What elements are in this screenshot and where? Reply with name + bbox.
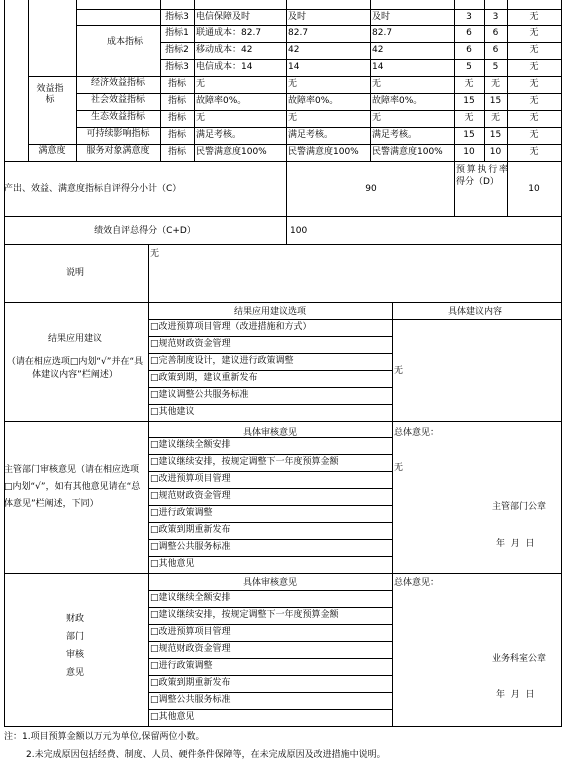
grid-line	[148, 370, 393, 371]
actual-score: 无	[490, 79, 500, 89]
grid-line	[4, 161, 562, 162]
grid-line	[148, 404, 393, 405]
grid-line	[148, 675, 393, 676]
deviation-note: 无	[529, 96, 539, 106]
finance-label: 财政部门审核意见	[65, 614, 84, 678]
weight-score: 5	[466, 62, 472, 72]
finance-option: □调整公共服务标准	[150, 695, 231, 705]
grid-line	[4, 216, 562, 217]
target-value: 无	[196, 113, 206, 123]
target-value: 故障率0%。	[196, 96, 247, 106]
benefit-indicator-label: 效益指标	[36, 84, 64, 105]
actual-value-2: 民警满意度100%	[372, 147, 443, 157]
grid-line	[148, 471, 393, 472]
grid-line	[76, 25, 161, 26]
weight-score: 无	[464, 79, 474, 89]
grid-line	[4, 573, 562, 574]
grid-line	[160, 59, 562, 60]
economic-benefit-label: 经济效益指标	[90, 78, 145, 88]
grid-line	[148, 336, 393, 337]
deviation-note: 无	[529, 12, 539, 22]
dept-option: □其他意见	[150, 559, 195, 569]
eco-benefit-label: 生态效益指标	[90, 112, 145, 122]
target-value: 满足考核。	[196, 130, 242, 140]
indicator-code: 指标	[167, 96, 186, 106]
result-option: □完善制度设计，建议进行政策调整	[150, 356, 294, 366]
grid-line	[370, 0, 371, 162]
budget-score-label: 预算执行率得分（D）	[456, 165, 508, 187]
actual-value-2: 14	[372, 62, 384, 72]
actual-value: 民警满意度100%	[288, 147, 359, 157]
finance-option: □政策到期重新发布	[150, 678, 231, 688]
dept-option: □调整公共服务标准	[150, 542, 231, 552]
dept-option: □政策到期重新发布	[150, 525, 231, 535]
deviation-note: 无	[529, 62, 539, 72]
grid-line	[4, 302, 562, 303]
finance-option: □进行政策调整	[150, 661, 213, 671]
grid-line	[160, 144, 562, 145]
deviation-note: 无	[529, 45, 539, 55]
dept-col1-header: 具体审核意见	[242, 428, 297, 438]
grid-line	[148, 692, 393, 693]
grid-line	[148, 387, 393, 388]
actual-value-2: 无	[372, 113, 382, 123]
weight-score: 10	[463, 147, 475, 157]
grid-line	[76, 127, 161, 128]
grid-line	[160, 93, 562, 94]
actual-value-2: 满足考核。	[372, 130, 418, 140]
indicator-code: 指标	[167, 79, 186, 89]
grid-line	[148, 539, 393, 540]
grid-line	[4, 726, 562, 727]
weight-score: 15	[463, 96, 475, 106]
weight-score: 6	[466, 45, 472, 55]
grid-line	[4, 244, 562, 245]
actual-value: 无	[288, 79, 298, 89]
weight-score: 15	[463, 130, 475, 140]
actual-score: 6	[492, 28, 499, 38]
target-value: 无	[196, 79, 206, 89]
dept-date: 年 月 日	[496, 539, 535, 549]
grid-line	[286, 0, 287, 162]
actual-score: 6	[492, 45, 499, 55]
grid-line	[148, 319, 562, 320]
grid-line	[561, 161, 562, 727]
dept-seal: 主管部门公章	[492, 502, 547, 512]
dept-col2-header: 总体意见：	[394, 428, 440, 438]
grid-line	[148, 505, 393, 506]
grid-line	[392, 302, 393, 727]
actual-score: 15	[489, 96, 502, 106]
actual-value-2: 42	[372, 45, 384, 55]
result-hint: （请在相应选项□内划“√”并在“具体建议内容”栏阐述）	[6, 357, 144, 380]
indicator-code: 指标	[167, 147, 186, 157]
dept-option: □进行政策调整	[150, 508, 213, 518]
deviation-note: 无	[529, 28, 539, 38]
indicator-code: 指标1	[165, 28, 189, 38]
grid-line	[76, 9, 562, 10]
total-value: 100	[290, 226, 308, 236]
finance-option: □规范财政资金管理	[150, 644, 231, 654]
grid-line	[148, 454, 393, 455]
actual-value: 82.7	[288, 28, 309, 38]
weight-score: 6	[466, 28, 472, 38]
finance-option: □改进预算项目管理	[150, 627, 231, 637]
indicator-code: 指标2	[165, 45, 189, 55]
dept-label: 主管部门审核意见（请在相应选项□内划“√”，如有其他意见请在“总体意见”栏阐述，下同）	[4, 465, 141, 509]
actual-value: 满足考核。	[288, 130, 334, 140]
target-value: 民警满意度100%	[196, 147, 267, 157]
result-col1-header: 结果应用建议选项	[233, 307, 306, 317]
dept-option: □改进预算项目管理	[150, 474, 231, 484]
budget-score-value: 10	[528, 184, 540, 194]
result-option: □政策到期，建议重新发布	[150, 373, 258, 383]
grid-line	[76, 110, 161, 111]
grid-line	[454, 161, 455, 217]
actual-value: 及时	[288, 12, 307, 22]
result-option: □其他建议	[150, 407, 195, 417]
grid-line	[148, 641, 393, 642]
dept-option: □建议继续安排，按规定调整下一年度预算金额	[150, 457, 339, 467]
dept-content: 无	[394, 463, 404, 473]
finance-date: 年 月 日	[496, 690, 535, 700]
grid-line	[28, 144, 161, 145]
actual-value-2: 及时	[372, 12, 391, 22]
grid-line	[160, 76, 562, 77]
actual-score: 10	[489, 147, 502, 157]
result-content: 无	[394, 366, 404, 376]
note-1: 注：1.项目预算金额以万元为单位,保留两位小数。	[4, 732, 205, 742]
grid-line	[194, 0, 195, 162]
grid-line	[148, 488, 393, 489]
weight-score: 无	[464, 113, 474, 123]
indicator-code: 指标3	[165, 62, 189, 72]
grid-line	[148, 607, 393, 608]
indicator-code: 指标	[167, 113, 186, 123]
target-value: 电信保障及时	[196, 12, 251, 22]
actual-score: 无	[490, 113, 500, 123]
finance-option: □其他意见	[150, 712, 195, 722]
actual-value: 14	[288, 62, 300, 72]
finance-option: □建议继续安排，按规定调整下一年度预算金额	[150, 610, 339, 620]
finance-col1-header: 具体审核意见	[242, 578, 297, 588]
dept-option: □建议继续全额安排	[150, 440, 231, 450]
actual-value: 故障率0%。	[288, 96, 339, 106]
indicator-code: 指标3	[165, 12, 189, 22]
total-label: 绩效自评总得分（C+D）	[94, 226, 196, 236]
note-2: 2.未完成原因包括经费、制度、人员、硬件条件保障等，在未完成原因及改进措施中说明。	[26, 750, 386, 760]
grid-line	[28, 0, 29, 162]
actual-score: 3	[492, 12, 499, 22]
grid-line	[148, 522, 393, 523]
deviation-note: 无	[529, 79, 539, 89]
result-label: 结果应用建议	[47, 334, 102, 344]
grid-line	[148, 658, 393, 659]
grid-line	[160, 42, 562, 43]
explain-value: 无	[150, 249, 160, 259]
result-option: □建议调整公共服务标准	[150, 390, 249, 400]
subtotal-value: 90	[365, 184, 377, 194]
subtotal-label: 产出、效益、满意度指标自评得分小计（C）	[4, 184, 182, 194]
grid-line	[160, 110, 562, 111]
result-option: □改进预算项目管理（改进措施和方式）	[150, 322, 312, 332]
indicator-code: 指标	[167, 130, 186, 140]
deviation-note: 无	[529, 147, 539, 157]
satisfaction-label: 满意度	[38, 146, 66, 156]
actual-value: 无	[288, 113, 298, 123]
grid-line	[160, 25, 562, 26]
grid-line	[148, 556, 393, 557]
sustain-label: 可持续影响指标	[86, 129, 150, 139]
grid-line	[76, 93, 161, 94]
weight-score: 3	[466, 12, 472, 22]
grid-line	[148, 624, 393, 625]
actual-value-2: 故障率0%。	[372, 96, 423, 106]
service-sat-label: 服务对象满意度	[86, 146, 150, 156]
explain-label: 说明	[65, 268, 84, 278]
grid-line	[148, 244, 149, 727]
result-option: □规范财政资金管理	[150, 339, 231, 349]
dept-option: □规范财政资金管理	[150, 491, 231, 501]
target-value: 电信成本：14	[196, 62, 253, 72]
grid-line	[148, 590, 393, 591]
actual-score: 15	[489, 130, 502, 140]
grid-line	[160, 127, 562, 128]
cost-indicator-label: 成本指标	[106, 37, 143, 47]
finance-option: □建议继续全额安排	[150, 593, 231, 603]
deviation-note: 无	[529, 130, 539, 140]
deviation-note: 无	[529, 113, 539, 123]
grid-line	[28, 76, 161, 77]
finance-col2-header: 总体意见：	[394, 578, 440, 588]
target-value: 移动成本：42	[196, 45, 253, 55]
result-col2-header: 具体建议内容	[447, 307, 502, 317]
finance-seal: 业务科室公章	[492, 654, 547, 664]
grid-line	[286, 161, 287, 245]
actual-score: 5	[492, 62, 499, 72]
grid-line	[148, 353, 393, 354]
grid-line	[148, 709, 393, 710]
target-value: 联通成本：82.7	[196, 28, 262, 38]
grid-line	[561, 0, 562, 162]
grid-line	[4, 421, 562, 422]
actual-value-2: 无	[372, 79, 382, 89]
social-benefit-label: 社会效益指标	[90, 95, 145, 105]
actual-value-2: 82.7	[372, 28, 393, 38]
actual-value: 42	[288, 45, 300, 55]
